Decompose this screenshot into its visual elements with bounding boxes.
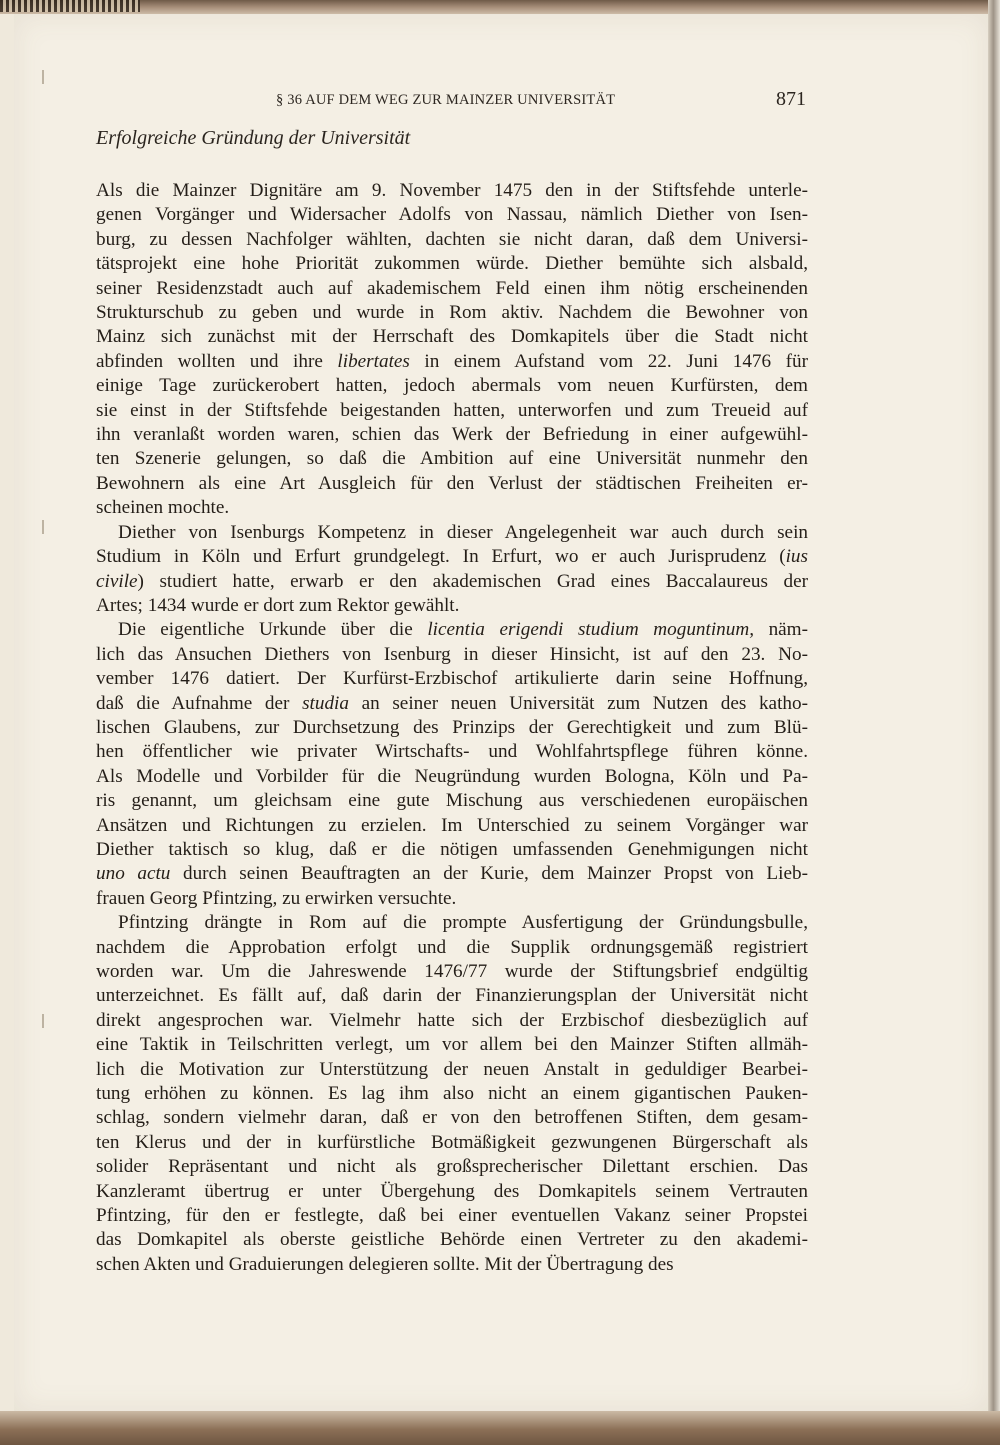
body-text xyxy=(96,179,808,1277)
text-line xyxy=(96,1106,808,1130)
edge-texture xyxy=(0,0,140,12)
text-line xyxy=(96,789,808,813)
book-top-edge xyxy=(0,0,1000,14)
text-run: schlag, sondern vielmehr daran, daß er von den betroffenen Stiften, dem gesam- xyxy=(96,1107,808,1129)
text-run: tätsprojekt eine hohe Priorität zukommen würde. Diether bemühte sich alsbald, xyxy=(96,253,808,275)
text-line xyxy=(96,911,808,935)
text-line xyxy=(96,570,808,594)
text-line xyxy=(96,325,808,349)
text-line xyxy=(96,643,808,667)
text-line xyxy=(96,374,808,398)
text-run: lich das Ansuchen Diethers von Isenburg in dieser Hinsicht, ist auf den 23. No- xyxy=(96,643,808,665)
text-run: das Domkapitel als oberste geistliche Behörde einen Vertreter zu den akademi- xyxy=(96,1229,808,1251)
text-line xyxy=(96,984,808,1008)
text-line xyxy=(96,960,808,984)
text-run: burg, zu dessen Nachfolger wählten, dachten sie nicht daran, daß dem Universi- xyxy=(96,228,808,250)
gutter-mark xyxy=(42,520,44,534)
italic-term: libertates xyxy=(337,350,410,372)
text-line xyxy=(96,862,808,886)
text-line xyxy=(96,447,808,471)
text-run: Pfintzing drängte in Rom auf die prompte Ausfertigung der Gründungsbulle, xyxy=(118,912,808,934)
text-run: Kanzleramt übertrug er unter Übergehung des Domkapitels seinem Vertrauten xyxy=(96,1180,808,1202)
text-run: nachdem die Approbation erfolgt und die Supplik ordnungsgemäß registriert xyxy=(96,936,808,958)
italic-term: licentia erigendi studium moguntinum, xyxy=(427,619,755,641)
text-run: Studium in Köln und Erfurt grundgelegt. In Erfurt, wo er auch Jurisprudenz ( xyxy=(96,546,786,568)
text-run: seiner Residenzstadt auch auf akademischem Feld einen ihm nötig erscheinenden xyxy=(96,277,808,299)
text-run: Diether von Isenburgs Kompetenz in dieser Angelegenheit war auch durch sein xyxy=(118,521,808,543)
text-run: frauen Georg Pfintzing, zu erwirken versuchte. xyxy=(96,887,457,909)
text-run: solider Repräsentant und nicht als großsprecherischer Dilettant erschien. Das xyxy=(96,1156,808,1178)
text-line xyxy=(96,667,808,691)
text-line xyxy=(96,203,808,227)
text-run: lich die Motivation zur Unterstützung der neuen Anstalt in geduldiger Bearbei- xyxy=(96,1058,808,1080)
text-run: näm- xyxy=(754,619,808,641)
text-line xyxy=(96,1180,808,1204)
text-line xyxy=(96,1082,808,1106)
text-run: sie einst in der Stiftsfehde beigestanden hatten, unterworfen und zum Treueid auf xyxy=(96,399,808,421)
text-line xyxy=(96,1131,808,1155)
text-line xyxy=(96,252,808,276)
text-line xyxy=(96,1033,808,1057)
text-run: ten Klerus und der in kurfürstliche Botmäßigkeit gezwungenen Bürgerschaft als xyxy=(96,1131,808,1153)
text-run: durch seinen Beauftragten an der Kurie, dem Mainzer Propst von Lieb- xyxy=(170,863,808,885)
text-line xyxy=(96,936,808,960)
text-line xyxy=(96,1253,808,1277)
running-header xyxy=(96,88,806,112)
text-run: abfinden wollten und ihre xyxy=(96,350,338,372)
text-run: Bewohnern als eine Art Ausgleich für den Verlust der städtischen Freiheiten er- xyxy=(96,472,808,494)
text-run: ris genannt, um gleichsam eine gute Mischung aus verschiedenen europäischen xyxy=(96,790,808,812)
text-line xyxy=(96,765,808,789)
text-run: Strukturschub zu geben und wurde in Rom aktiv. Nachdem die Bewohner von xyxy=(96,302,808,324)
section-heading: Erfolgreiche Gründung der Universität xyxy=(96,127,411,149)
text-run: ) studiert hatte, erwarb er den akademischen Grad eines Baccalaureus der xyxy=(137,570,808,592)
text-run: ihn veranlaßt worden waren, schien das Werk der Befriedung in einer aufgewühl- xyxy=(96,424,808,446)
text-run: direkt angesprochen war. Vielmehr hatte sich der Erzbischof diesbezüglich auf xyxy=(96,1009,808,1031)
paragraph xyxy=(96,179,808,521)
text-line xyxy=(96,1058,808,1082)
text-line xyxy=(96,887,808,911)
page-number: 871 xyxy=(776,88,806,110)
text-line xyxy=(96,716,808,740)
text-run: Pfintzing, für den er festlegte, daß bei einer eventuellen Vakanz seiner Propstei xyxy=(96,1205,808,1227)
text-line xyxy=(96,1009,808,1033)
paragraph xyxy=(96,911,808,1277)
italic-term: uno actu xyxy=(96,863,171,885)
text-line xyxy=(96,1204,808,1228)
text-line xyxy=(96,179,808,203)
text-line xyxy=(96,350,808,374)
text-line xyxy=(96,228,808,252)
italic-term: studia xyxy=(302,692,349,714)
text-run: einige Tage zurückerobert hatten, jedoch abermals vom neuen Kurfürsten, dem xyxy=(96,375,808,397)
text-run: tung erhöhen zu können. Es lag ihm also nicht an einem gigantischen Pauken- xyxy=(96,1083,808,1105)
text-line xyxy=(96,423,808,447)
text-line xyxy=(96,594,808,618)
text-line xyxy=(96,692,808,716)
text-run: eine Taktik in Teilschritten verlegt, um vor allem bei den Mainzer Stiften allmäh- xyxy=(96,1034,808,1056)
text-run: unterzeichnet. Es fällt auf, daß darin der Finanzierungsplan der Universität nicht xyxy=(96,985,808,1007)
text-run: Als die Mainzer Dignitäre am 9. November 1475 den in der Stiftsfehde unterle- xyxy=(96,180,808,201)
text-run: daß die Aufnahme der xyxy=(96,692,303,714)
text-run: Artes; 1434 wurde er dort zum Rektor gewählt. xyxy=(96,594,460,616)
gutter-mark xyxy=(42,70,44,84)
text-run: Ansätzen und Richtungen zu erzielen. Im Unterschied zu seinem Vorgänger war xyxy=(96,814,808,836)
book-right-edge xyxy=(988,0,1000,1445)
text-run: in einem Aufstand vom 22. Juni 1476 für xyxy=(409,350,809,372)
running-header-title: § 36 AUF DEM WEG ZUR MAINZER UNIVERSITÄT xyxy=(276,92,616,108)
text-run: Die eigentliche Urkunde über die xyxy=(118,619,428,641)
paragraph xyxy=(96,618,808,911)
text-line xyxy=(96,1228,808,1252)
text-line xyxy=(96,496,808,520)
italic-term: ius xyxy=(785,546,808,568)
text-run: genen Vorgänger und Widersacher Adolfs von Nassau, nämlich Diether von Isen- xyxy=(96,204,808,226)
text-run: worden war. Um die Jahreswende 1476/77 wurde der Stiftungsbrief endgültig xyxy=(96,961,808,982)
text-line xyxy=(96,545,808,569)
text-run: hen öffentlicher wie privater Wirtschafts- und Wohlfahrtspflege führen könne. xyxy=(96,741,808,763)
text-run: Mainz sich zunächst mit der Herrschaft des Domkapitels über die Stadt nicht xyxy=(96,326,808,348)
book-bottom-edge xyxy=(0,1411,1000,1445)
text-run: ten Szenerie gelungen, so daß die Ambition auf eine Universität nunmehr den xyxy=(96,448,808,470)
text-run: vember 1476 datiert. Der Kurfürst-Erzbischof artikulierte darin seine Hoffnung, xyxy=(96,668,808,690)
text-line xyxy=(96,521,808,545)
italic-term: civile xyxy=(96,570,138,592)
text-run: Als Modelle und Vorbilder für die Neugründung wurden Bologna, Köln und Pa- xyxy=(96,765,808,787)
text-run: Diether taktisch so klug, daß er die nötigen umfassenden Genehmigungen nicht xyxy=(96,838,808,860)
text-run: an seiner neuen Universität zum Nutzen des katho- xyxy=(348,692,808,714)
text-run: schen Akten und Graduierungen delegieren sollte. Mit der Übertragung des xyxy=(96,1253,674,1275)
text-line xyxy=(96,277,808,301)
text-line xyxy=(96,472,808,496)
text-line xyxy=(96,740,808,764)
text-line xyxy=(96,838,808,862)
text-line xyxy=(96,399,808,423)
text-run: scheinen mochte. xyxy=(96,497,230,519)
text-line xyxy=(96,1155,808,1179)
paragraph xyxy=(96,521,808,619)
text-line xyxy=(96,618,808,642)
text-run: lischen Glaubens, zur Durchsetzung des Prinzips der Gerechtigkeit und zum Blü- xyxy=(96,716,808,738)
text-line xyxy=(96,814,808,838)
gutter-mark xyxy=(42,1014,44,1028)
text-line xyxy=(96,301,808,325)
